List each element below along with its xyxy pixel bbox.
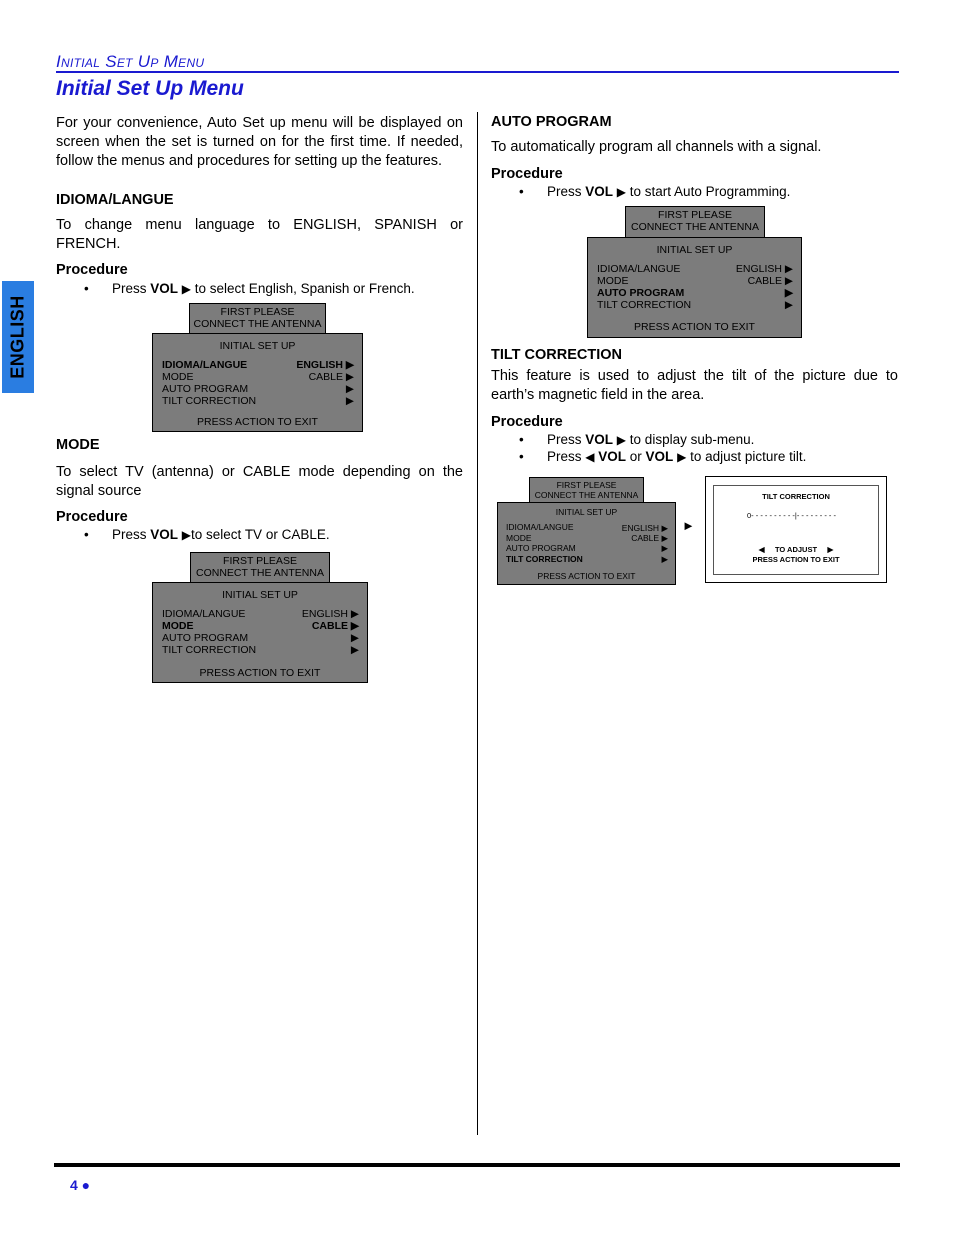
mode-heading: MODE xyxy=(56,437,100,453)
right-arrow-icon: ▶ xyxy=(677,450,687,464)
auto-text: To automatically program all channels with a signal. xyxy=(491,139,822,155)
header-rule xyxy=(56,71,899,73)
tilt-exit-hint: PRESS ACTION TO EXIT xyxy=(752,555,840,564)
left-arrow-icon: ◀ xyxy=(758,545,765,554)
idioma-bullet: • Press VOL ▶ to select English, Spanish or French. xyxy=(84,281,415,296)
page-title: Initial Set Up Menu xyxy=(56,77,244,100)
tilt-correction-screen xyxy=(705,476,887,583)
idioma-heading: IDIOMA/LANGUE xyxy=(56,192,174,208)
right-arrow-icon: ▶ xyxy=(616,185,627,199)
idioma-procedure-heading: Procedure xyxy=(56,262,128,278)
left-arrow-icon: ◀ xyxy=(585,450,595,464)
right-arrow-icon: ▶ xyxy=(181,282,192,296)
osd-antenna-tab: FIRST PLEASE CONNECT THE ANTENNA xyxy=(529,477,644,503)
auto-procedure-heading: Procedure xyxy=(491,166,563,182)
osd-menu-idioma: INITIAL SET UP IDIOMA/LANGUE ENGLISH ▶ MODE CABLE ▶ AUTO PROGRAM ▶ TILT CORRECTION ▶ PRESS ACTION TO EXIT xyxy=(152,333,363,432)
idioma-text: To change menu language to ENGLISH, SPANISH or FRENCH. xyxy=(56,217,463,252)
transition-arrow-icon: ► xyxy=(682,518,695,533)
tilt-text: This feature is used to adjust the tilt of the picture due to earth’s magnetic field in the area. xyxy=(491,368,898,403)
right-arrow-icon: ▶ xyxy=(181,528,192,542)
auto-heading: AUTO PROGRAM xyxy=(491,114,612,130)
tilt-procedure-heading: Procedure xyxy=(491,414,563,430)
mode-procedure-heading: Procedure xyxy=(56,509,128,525)
osd-menu-tilt: INITIAL SET UP IDIOMA/LANGUE ENGLISH ▶ MODE CABLE ▶ AUTO PROGRAM ▶ TILT CORRECTION ▶ PRESS ACTION TO EXIT xyxy=(497,502,676,585)
osd-antenna-tab: FIRST PLEASE CONNECT THE ANTENNA xyxy=(190,552,330,583)
tilt-heading: TILT CORRECTION xyxy=(491,347,623,363)
tilt-adjust-hint: ◀ TO ADJUST ▶ xyxy=(758,545,834,554)
osd-menu-mode: INITIAL SET UP IDIOMA/LANGUE ENGLISH ▶ MODE CABLE ▶ AUTO PROGRAM ▶ TILT CORRECTION ▶ PRESS ACTION TO EXIT xyxy=(152,582,368,683)
footer-rule xyxy=(54,1163,900,1167)
language-side-tab: ENGLISH xyxy=(2,281,34,393)
running-title: Initial Set Up Menu xyxy=(56,52,205,71)
osd-menu-auto: INITIAL SET UP IDIOMA/LANGUE ENGLISH ▶ MODE CABLE ▶ AUTO PROGRAM ▶ TILT CORRECTION ▶ PRESS ACTION TO EXIT xyxy=(587,237,802,338)
intro-paragraph: For your convenience, Auto Set up menu will be displayed on screen when the set is turned on for the first time. If needed, follow the menus and procedures for setting up the features. xyxy=(56,115,463,169)
tilt-bullet-2: • Press ◀ VOL or VOL ▶ to adjust picture tilt. xyxy=(519,449,807,464)
mode-bullet: • Press VOL ▶to select TV or CABLE. xyxy=(84,527,330,542)
mode-text: To select TV (antenna) or CABLE mode depending on the signal source xyxy=(56,464,463,499)
tilt-bullet-1: • Press VOL ▶ to display sub-menu. xyxy=(519,432,755,447)
right-arrow-icon: ▶ xyxy=(827,545,834,554)
tilt-scale: 0- - - - - - - - - -|- - - - - - - - - xyxy=(747,511,836,520)
right-arrow-icon: ▶ xyxy=(616,433,627,447)
column-divider xyxy=(477,112,478,1135)
page-number: 4 ● xyxy=(70,1177,91,1193)
osd-antenna-tab: FIRST PLEASE CONNECT THE ANTENNA xyxy=(189,303,326,334)
auto-bullet: • Press VOL ▶ to start Auto Programming. xyxy=(519,184,791,199)
tilt-correction-panel xyxy=(713,485,879,575)
tilt-screen-title: TILT CORRECTION xyxy=(762,492,830,501)
osd-antenna-tab: FIRST PLEASE CONNECT THE ANTENNA xyxy=(625,206,765,238)
